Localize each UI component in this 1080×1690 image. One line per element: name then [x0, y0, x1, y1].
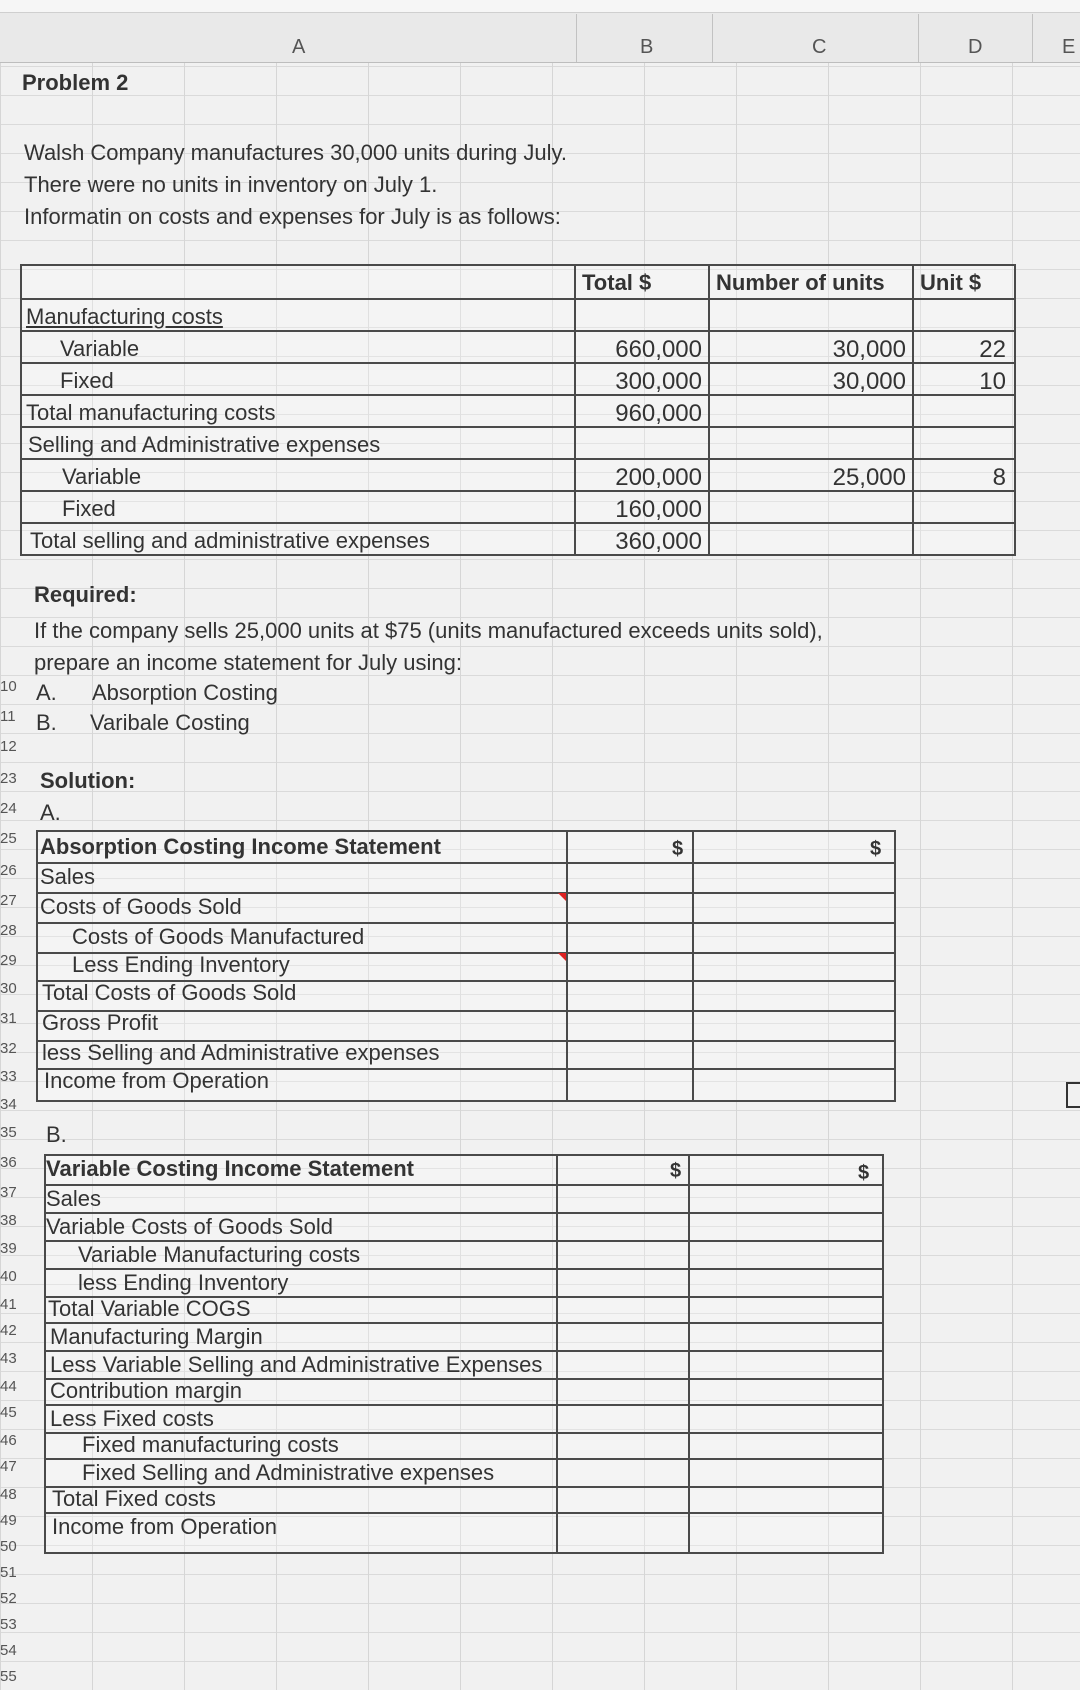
- row-number[interactable]: 25: [0, 830, 17, 847]
- row-number[interactable]: 53: [0, 1616, 17, 1633]
- statement-title: Variable Costing Income Statement: [46, 1156, 414, 1181]
- row-number[interactable]: 52: [0, 1590, 17, 1607]
- grid-line: [20, 426, 1014, 428]
- row-number[interactable]: 40: [0, 1268, 17, 1285]
- intro-line: Informatin on costs and expenses for July is as follows:: [24, 204, 561, 229]
- option-letter: A.: [36, 680, 57, 705]
- row-number[interactable]: 48: [0, 1486, 17, 1503]
- row-number[interactable]: 41: [0, 1296, 17, 1313]
- cell-value[interactable]: 10: [979, 368, 1006, 395]
- required-heading: Required:: [34, 582, 137, 607]
- dollar-sign: $: [870, 838, 882, 860]
- intro-line: Walsh Company manufactures 30,000 units during July.: [24, 140, 567, 165]
- row-number[interactable]: 47: [0, 1458, 17, 1475]
- statement-row: Costs of Goods Sold: [40, 894, 242, 919]
- row-number[interactable]: 55: [0, 1668, 17, 1685]
- grid-line: [20, 298, 1014, 300]
- grid-line: [20, 458, 1014, 460]
- header-total: Total $: [582, 270, 652, 295]
- row-number[interactable]: 37: [0, 1184, 17, 1201]
- grid-line: [566, 830, 568, 1100]
- grid-line: [36, 862, 894, 864]
- grid-line: [20, 330, 1014, 332]
- intro-line: There were no units in inventory on July 1.: [24, 172, 438, 197]
- grid-line: [708, 264, 710, 554]
- column-header-e[interactable]: E: [1062, 36, 1076, 58]
- statement-row: Fixed Selling and Administrative expenses: [82, 1460, 495, 1485]
- row-number[interactable]: 42: [0, 1322, 17, 1339]
- row-number[interactable]: 29: [0, 952, 17, 969]
- statement-row: Income from Operation: [44, 1068, 269, 1093]
- statement-row: Variable Manufacturing costs: [78, 1242, 361, 1267]
- row-label: Manufacturing costs: [26, 304, 223, 329]
- row-number[interactable]: 33: [0, 1068, 17, 1085]
- header-unit-cost: Unit $: [920, 270, 982, 295]
- formula-bar-edge: [0, 0, 1080, 13]
- column-header-bar: [0, 0, 1080, 63]
- row-number[interactable]: 30: [0, 980, 17, 997]
- statement-row: Sales: [40, 864, 96, 889]
- cell-value[interactable]: 160,000: [615, 496, 702, 523]
- statement-row: Variable Costs of Goods Sold: [46, 1214, 333, 1239]
- cell-value[interactable]: 8: [992, 464, 1006, 491]
- column-header-a[interactable]: A: [292, 36, 306, 58]
- option-text: Varibale Costing: [90, 710, 250, 735]
- row-number[interactable]: 43: [0, 1350, 17, 1367]
- part-label: B.: [46, 1122, 67, 1147]
- column-header-c[interactable]: C: [812, 36, 827, 58]
- grid-line: [692, 830, 694, 1100]
- statement-row: Total Costs of Goods Sold: [42, 980, 297, 1005]
- dollar-sign: $: [672, 838, 684, 860]
- row-number[interactable]: 38: [0, 1212, 17, 1229]
- row-label: Fixed: [62, 496, 116, 521]
- statement-row: Contribution margin: [50, 1378, 242, 1403]
- row-number[interactable]: 32: [0, 1040, 17, 1057]
- statement-row: less Selling and Administrative expenses: [42, 1040, 440, 1065]
- row-number[interactable]: 23: [0, 770, 17, 787]
- row-number[interactable]: 10: [0, 678, 17, 695]
- required-line: If the company sells 25,000 units at $75 (units manufactured exceeds units sold),: [34, 618, 823, 643]
- column-separator[interactable]: [918, 14, 919, 62]
- statement-row: Manufacturing Margin: [50, 1324, 263, 1349]
- column-separator[interactable]: [712, 14, 713, 62]
- row-label: Selling and Administrative expenses: [28, 432, 381, 457]
- column-separator[interactable]: [576, 14, 577, 62]
- option-text: Absorption Costing: [92, 680, 278, 705]
- cell-value[interactable]: 30,000: [832, 336, 906, 363]
- row-number[interactable]: 46: [0, 1432, 17, 1449]
- row-number[interactable]: 31: [0, 1010, 17, 1027]
- statement-row: Less Ending Inventory: [72, 952, 290, 977]
- dollar-sign: $: [670, 1160, 682, 1182]
- statement-row: Less Variable Selling and Administrative Expenses: [50, 1352, 543, 1377]
- row-label: Total selling and administrative expenses: [30, 528, 430, 553]
- column-header-d[interactable]: D: [968, 36, 983, 58]
- option-letter: B.: [36, 710, 57, 735]
- statement-row: Income from Operation: [52, 1514, 277, 1539]
- row-number[interactable]: 34: [0, 1096, 17, 1113]
- row-label: Fixed: [60, 368, 114, 393]
- row-number[interactable]: 45: [0, 1404, 17, 1421]
- grid-line: [912, 264, 914, 554]
- grid-line: [574, 264, 576, 554]
- statement-row: Gross Profit: [42, 1010, 159, 1035]
- row-label: Variable: [60, 336, 140, 361]
- column-separator[interactable]: [1032, 14, 1033, 62]
- statement-row: Fixed manufacturing costs: [82, 1432, 339, 1457]
- row-label: Total manufacturing costs: [26, 400, 276, 425]
- row-number[interactable]: 28: [0, 922, 17, 939]
- row-number[interactable]: 27: [0, 892, 17, 909]
- row-number[interactable]: 36: [0, 1154, 17, 1171]
- statement-title: Absorption Costing Income Statement: [40, 834, 441, 859]
- row-label: Variable: [62, 464, 142, 489]
- statement-row: Total Fixed costs: [52, 1486, 216, 1511]
- required-line: prepare an income statement for July using:: [34, 650, 463, 675]
- row-number[interactable]: 35: [0, 1124, 17, 1141]
- cell-value[interactable]: 300,000: [615, 368, 702, 395]
- row-number[interactable]: 11: [0, 708, 16, 725]
- statement-row: Less Fixed costs: [50, 1406, 214, 1431]
- statement-row: less Ending Inventory: [78, 1270, 289, 1295]
- grid-line: [44, 1184, 882, 1186]
- statement-row: Total Variable COGS: [48, 1296, 251, 1321]
- grid-line: [36, 1010, 894, 1012]
- row-number[interactable]: 51: [0, 1564, 17, 1581]
- grid-line: [20, 522, 1014, 524]
- row-number[interactable]: 26: [0, 862, 17, 879]
- statement-row: Sales: [46, 1186, 102, 1211]
- part-label: A.: [40, 800, 61, 825]
- cell-value[interactable]: 22: [979, 336, 1006, 363]
- cell-value[interactable]: 960,000: [615, 400, 702, 427]
- solution-heading: Solution:: [40, 768, 136, 793]
- row-number[interactable]: 44: [0, 1378, 17, 1395]
- row-number[interactable]: 49: [0, 1512, 17, 1529]
- cell-value[interactable]: 660,000: [615, 336, 702, 363]
- row-number[interactable]: 54: [0, 1642, 17, 1659]
- row-number[interactable]: 39: [0, 1240, 17, 1257]
- statement-row: Costs of Goods Manufactured: [72, 924, 365, 949]
- row-number[interactable]: 50: [0, 1538, 17, 1555]
- row-number[interactable]: 12: [0, 738, 17, 755]
- comment-indicator[interactable]: [558, 953, 566, 961]
- cell-value[interactable]: 200,000: [615, 464, 702, 491]
- comment-indicator[interactable]: [558, 893, 566, 901]
- selected-cell-edge[interactable]: [1066, 1082, 1080, 1108]
- row-number[interactable]: 24: [0, 800, 17, 817]
- cell-value[interactable]: 30,000: [832, 368, 906, 395]
- dollar-sign: $: [858, 1162, 870, 1184]
- problem-title: Problem 2: [22, 70, 129, 95]
- cell-value[interactable]: 360,000: [615, 528, 702, 555]
- column-header-b[interactable]: B: [640, 36, 654, 58]
- header-units: Number of units: [716, 270, 885, 295]
- cell-value[interactable]: 25,000: [832, 464, 906, 491]
